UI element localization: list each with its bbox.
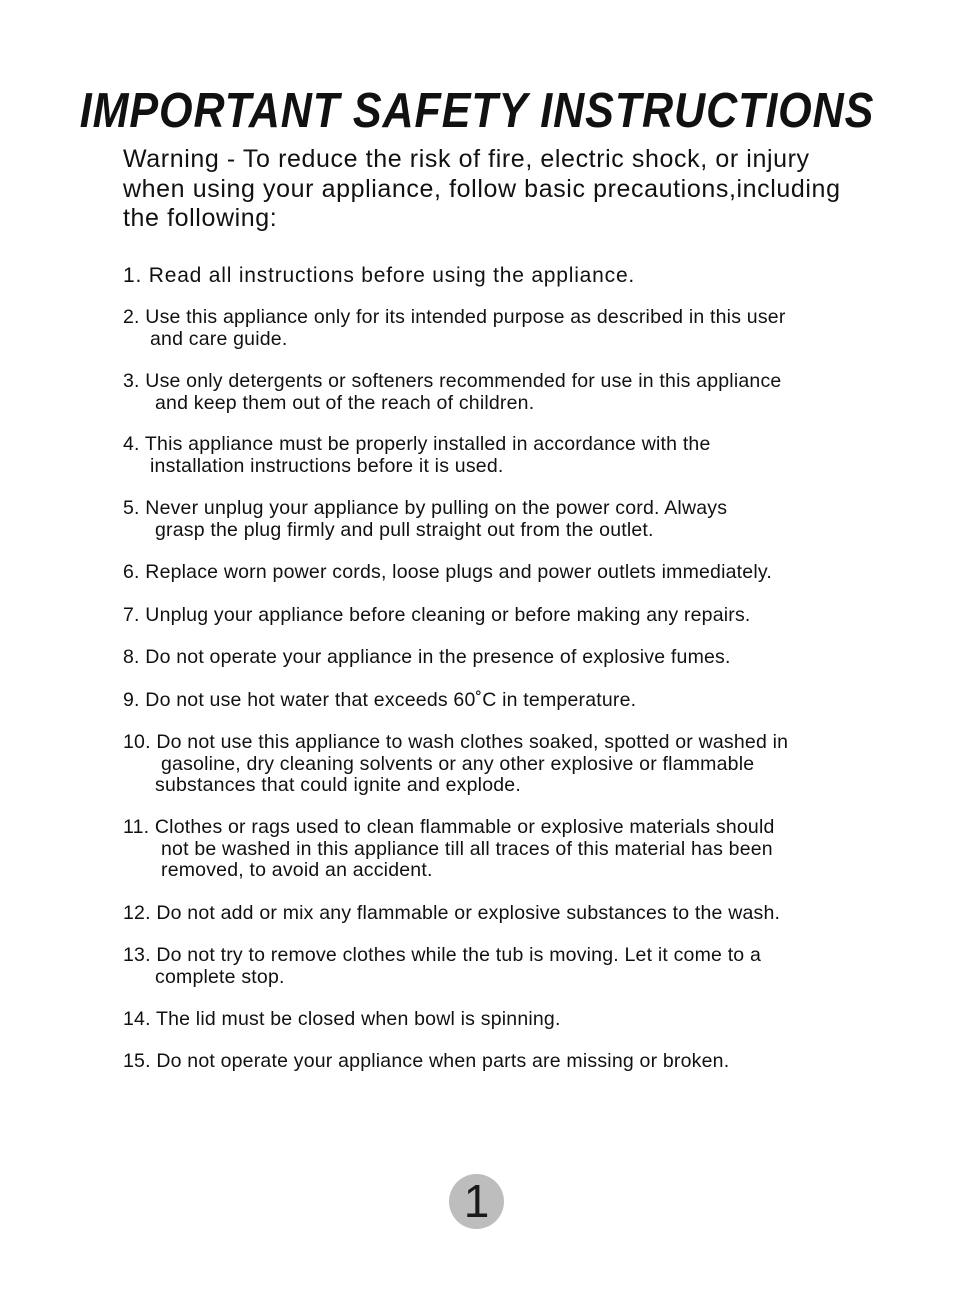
list-item: [123, 371, 853, 414]
item-line: 11. Clothes or rags used to clean flammable or explosive materials should: [123, 816, 775, 838]
item-line: gasoline, dry cleaning solvents or any other explosive or flammable: [161, 752, 755, 775]
item-line: removed, to avoid an accident.: [161, 859, 433, 881]
list-item: [123, 903, 853, 925]
item-line: 12. Do not add or mix any flammable or explosive substances to the wash.: [123, 902, 781, 924]
item-line: 2. Use this appliance only for its intended purpose as described in this user: [123, 306, 786, 328]
item-line: 6. Replace worn power cords, loose plugs and power outlets immediately.: [123, 561, 772, 583]
list-item: [123, 265, 853, 287]
page-number-badge: [449, 1174, 504, 1229]
list-item: [123, 647, 853, 669]
list-item: [123, 1009, 853, 1031]
item-line: 15. Do not operate your appliance when parts are missing or broken.: [123, 1050, 730, 1072]
item-line: 10. Do not use this appliance to wash clothes soaked, spotted or washed in: [123, 731, 789, 753]
item-line: and keep them out of the reach of children.: [155, 391, 535, 414]
item-line: 4. This appliance must be properly installed in accordance with the: [123, 433, 711, 455]
item-line: 8. Do not operate your appliance in the presence of explosive fumes.: [123, 646, 731, 668]
item-line: 5. Never unplug your appliance by pulling on the power cord. Always: [123, 497, 728, 519]
item-line: 9. Do not use hot water that exceeds 60˚C in temperature.: [123, 689, 637, 711]
item-line: and care guide.: [150, 327, 288, 350]
list-item: [123, 307, 853, 350]
list-item: [123, 1051, 853, 1073]
page-title: IMPORTANT SAFETY INSTRUCTIONS: [79, 84, 875, 138]
list-item: [123, 562, 853, 584]
list-item: [123, 498, 853, 541]
item-line: 14. The lid must be closed when bowl is spinning.: [123, 1008, 561, 1030]
list-item: [123, 434, 853, 477]
item-line: 13. Do not try to remove clothes while the tub is moving. Let it come to a: [123, 944, 762, 966]
item-line: 3. Use only detergents or softeners recommended for use in this appliance: [123, 370, 782, 392]
list-item: [123, 690, 853, 712]
warning-text: Warning - To reduce the risk of fire, electric shock, or injury when using your appliance, follow basic precautions,including the following:: [123, 145, 841, 232]
item-line: 7. Unplug your appliance before cleaning or before making any repairs.: [123, 604, 751, 626]
list-item: [123, 817, 853, 882]
item-line: grasp the plug firmly and pull straight out from the outlet.: [155, 518, 654, 541]
item-line: complete stop.: [155, 965, 285, 988]
list-item: [123, 945, 853, 988]
item-line: substances that could ignite and explode.: [155, 774, 521, 796]
list-item: [123, 605, 853, 627]
list-item: [123, 732, 853, 797]
page-number: 1: [463, 1174, 490, 1227]
item-line: 1. Read all instructions before using the appliance.: [123, 264, 636, 287]
item-line: installation instructions before it is used.: [150, 454, 504, 477]
item-line: not be washed in this appliance till all traces of this material has been: [161, 837, 773, 860]
